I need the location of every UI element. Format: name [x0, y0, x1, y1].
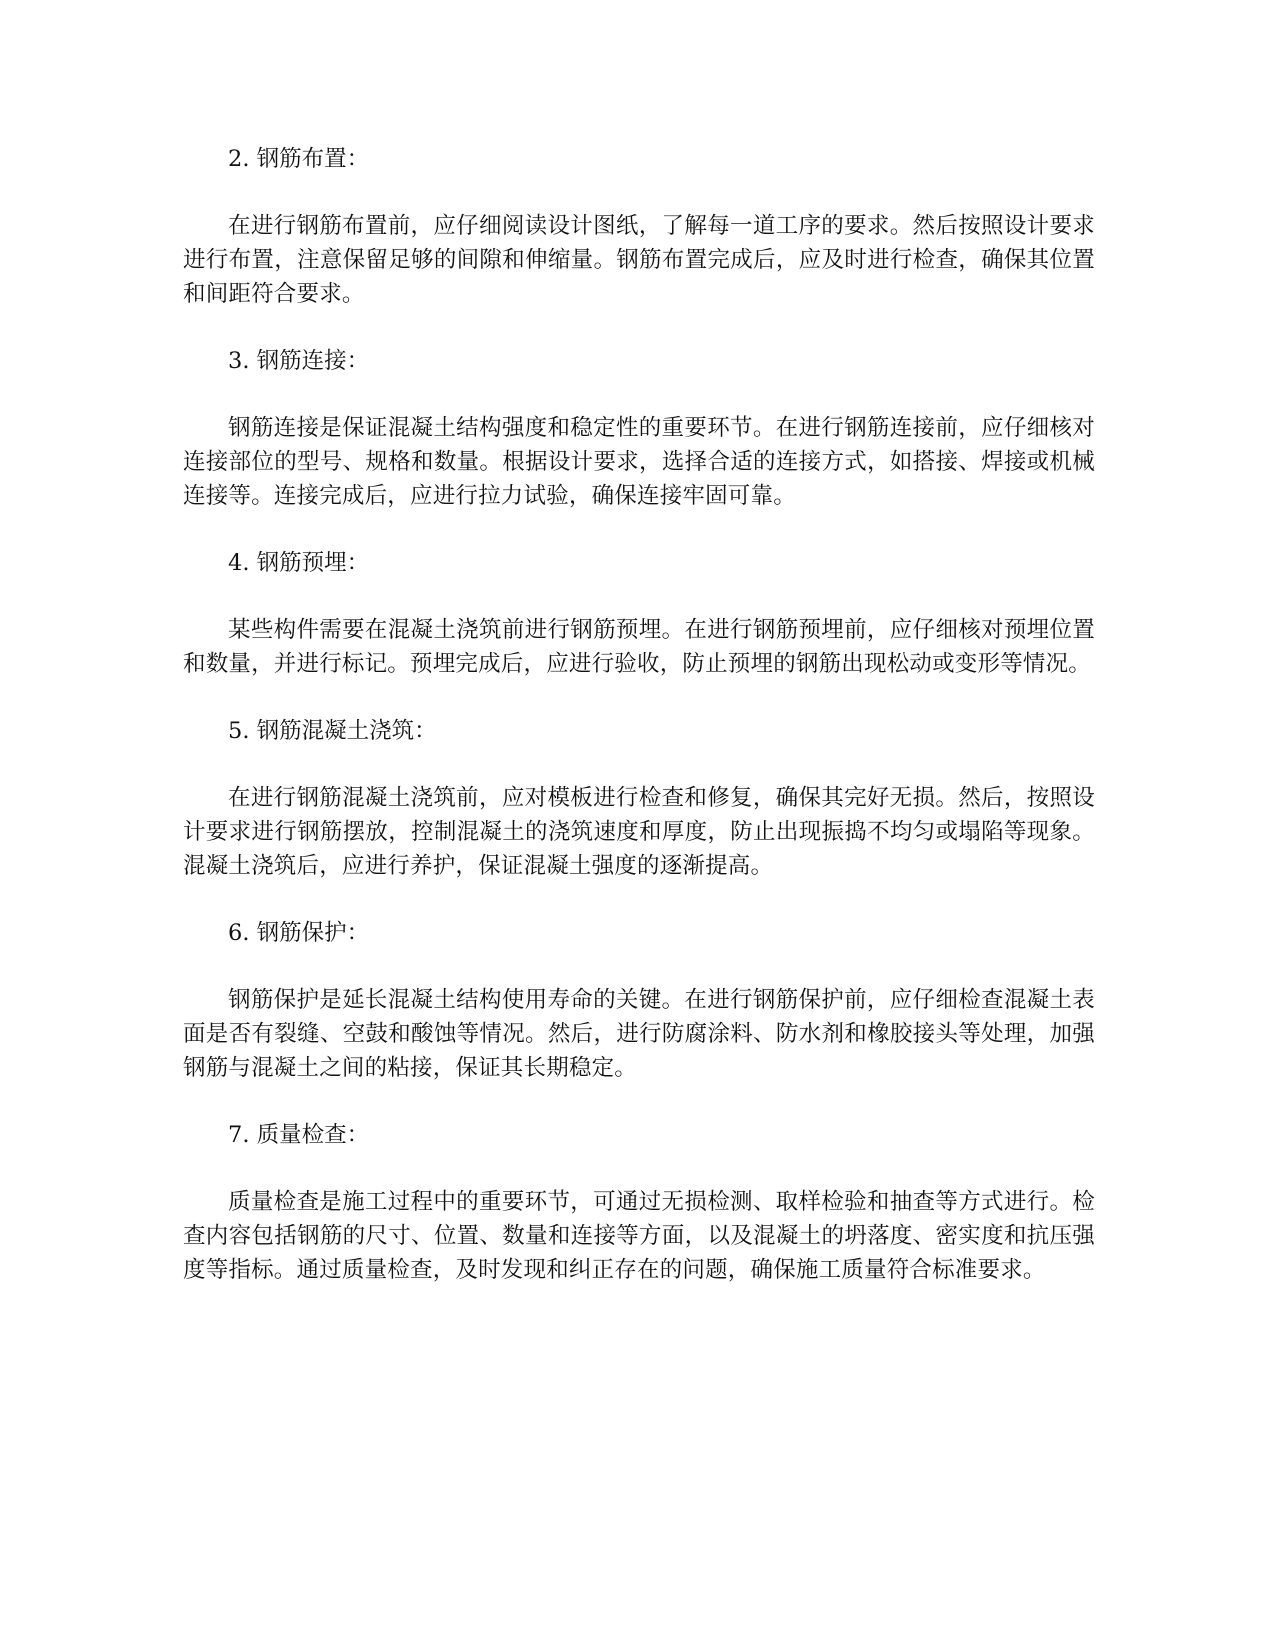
section-paragraph: 在进行钢筋布置前，应仔细阅读设计图纸，了解每一道工序的要求。然后按照设计要求进行布置，注意保留足够的间隙和伸缩量。钢筋布置完成后，应及时进行检查，确保其位置和间距符合要求。: [183, 213, 1095, 307]
section-paragraph: 质量检查是施工过程中的重要环节，可通过无损检测、取样检验和抽查等方式进行。检查内容包括钢筋的尺寸、位置、数量和连接等方面，以及混凝土的坍落度、密实度和抗压强度等指标。通过质量检查，及时发现和纠正存在的问题，确保施工质量符合标准要求。: [183, 1189, 1095, 1283]
document-body: [183, 142, 1095, 1320]
section-heading: 6. 钢筋保护：: [228, 920, 370, 946]
section-paragraph: 在进行钢筋混凝土浇筑前，应对模板进行检查和修复，确保其完好无损。然后，按照设计要求进行钢筋摆放，控制混凝土的浇筑速度和厚度，防止出现振捣不均匀或塌陷等现象。混凝土浇筑后，应进行养护，保证混凝土强度的逐渐提高。: [183, 785, 1095, 879]
section-paragraph: 某些构件需要在混凝土浇筑前进行钢筋预埋。在进行钢筋预埋前，应仔细核对预埋位置和数量，并进行标记。预埋完成后，应进行验收，防止预埋的钢筋出现松动或变形等情况。: [183, 617, 1095, 677]
section-heading: 2. 钢筋布置：: [228, 146, 370, 172]
section-heading: 4. 钢筋预埋：: [228, 550, 370, 576]
section-heading: 3. 钢筋连接：: [228, 348, 370, 374]
section-heading: 5. 钢筋混凝土浇筑：: [228, 718, 437, 744]
section-paragraph: 钢筋连接是保证混凝土结构强度和稳定性的重要环节。在进行钢筋连接前，应仔细核对连接部位的型号、规格和数量。根据设计要求，选择合适的连接方式，如搭接、焊接或机械连接等。连接完成后，应进行拉力试验，确保连接牢固可靠。: [183, 415, 1095, 509]
section-paragraph: 钢筋保护是延长混凝土结构使用寿命的关键。在进行钢筋保护前，应仔细检查混凝土表面是否有裂缝、空鼓和酸蚀等情况。然后，进行防腐涂料、防水剂和橡胶接头等处理，加强钢筋与混凝土之间的粘接，保证其长期稳定。: [183, 987, 1095, 1081]
section-heading: 7. 质量检查：: [228, 1122, 370, 1148]
